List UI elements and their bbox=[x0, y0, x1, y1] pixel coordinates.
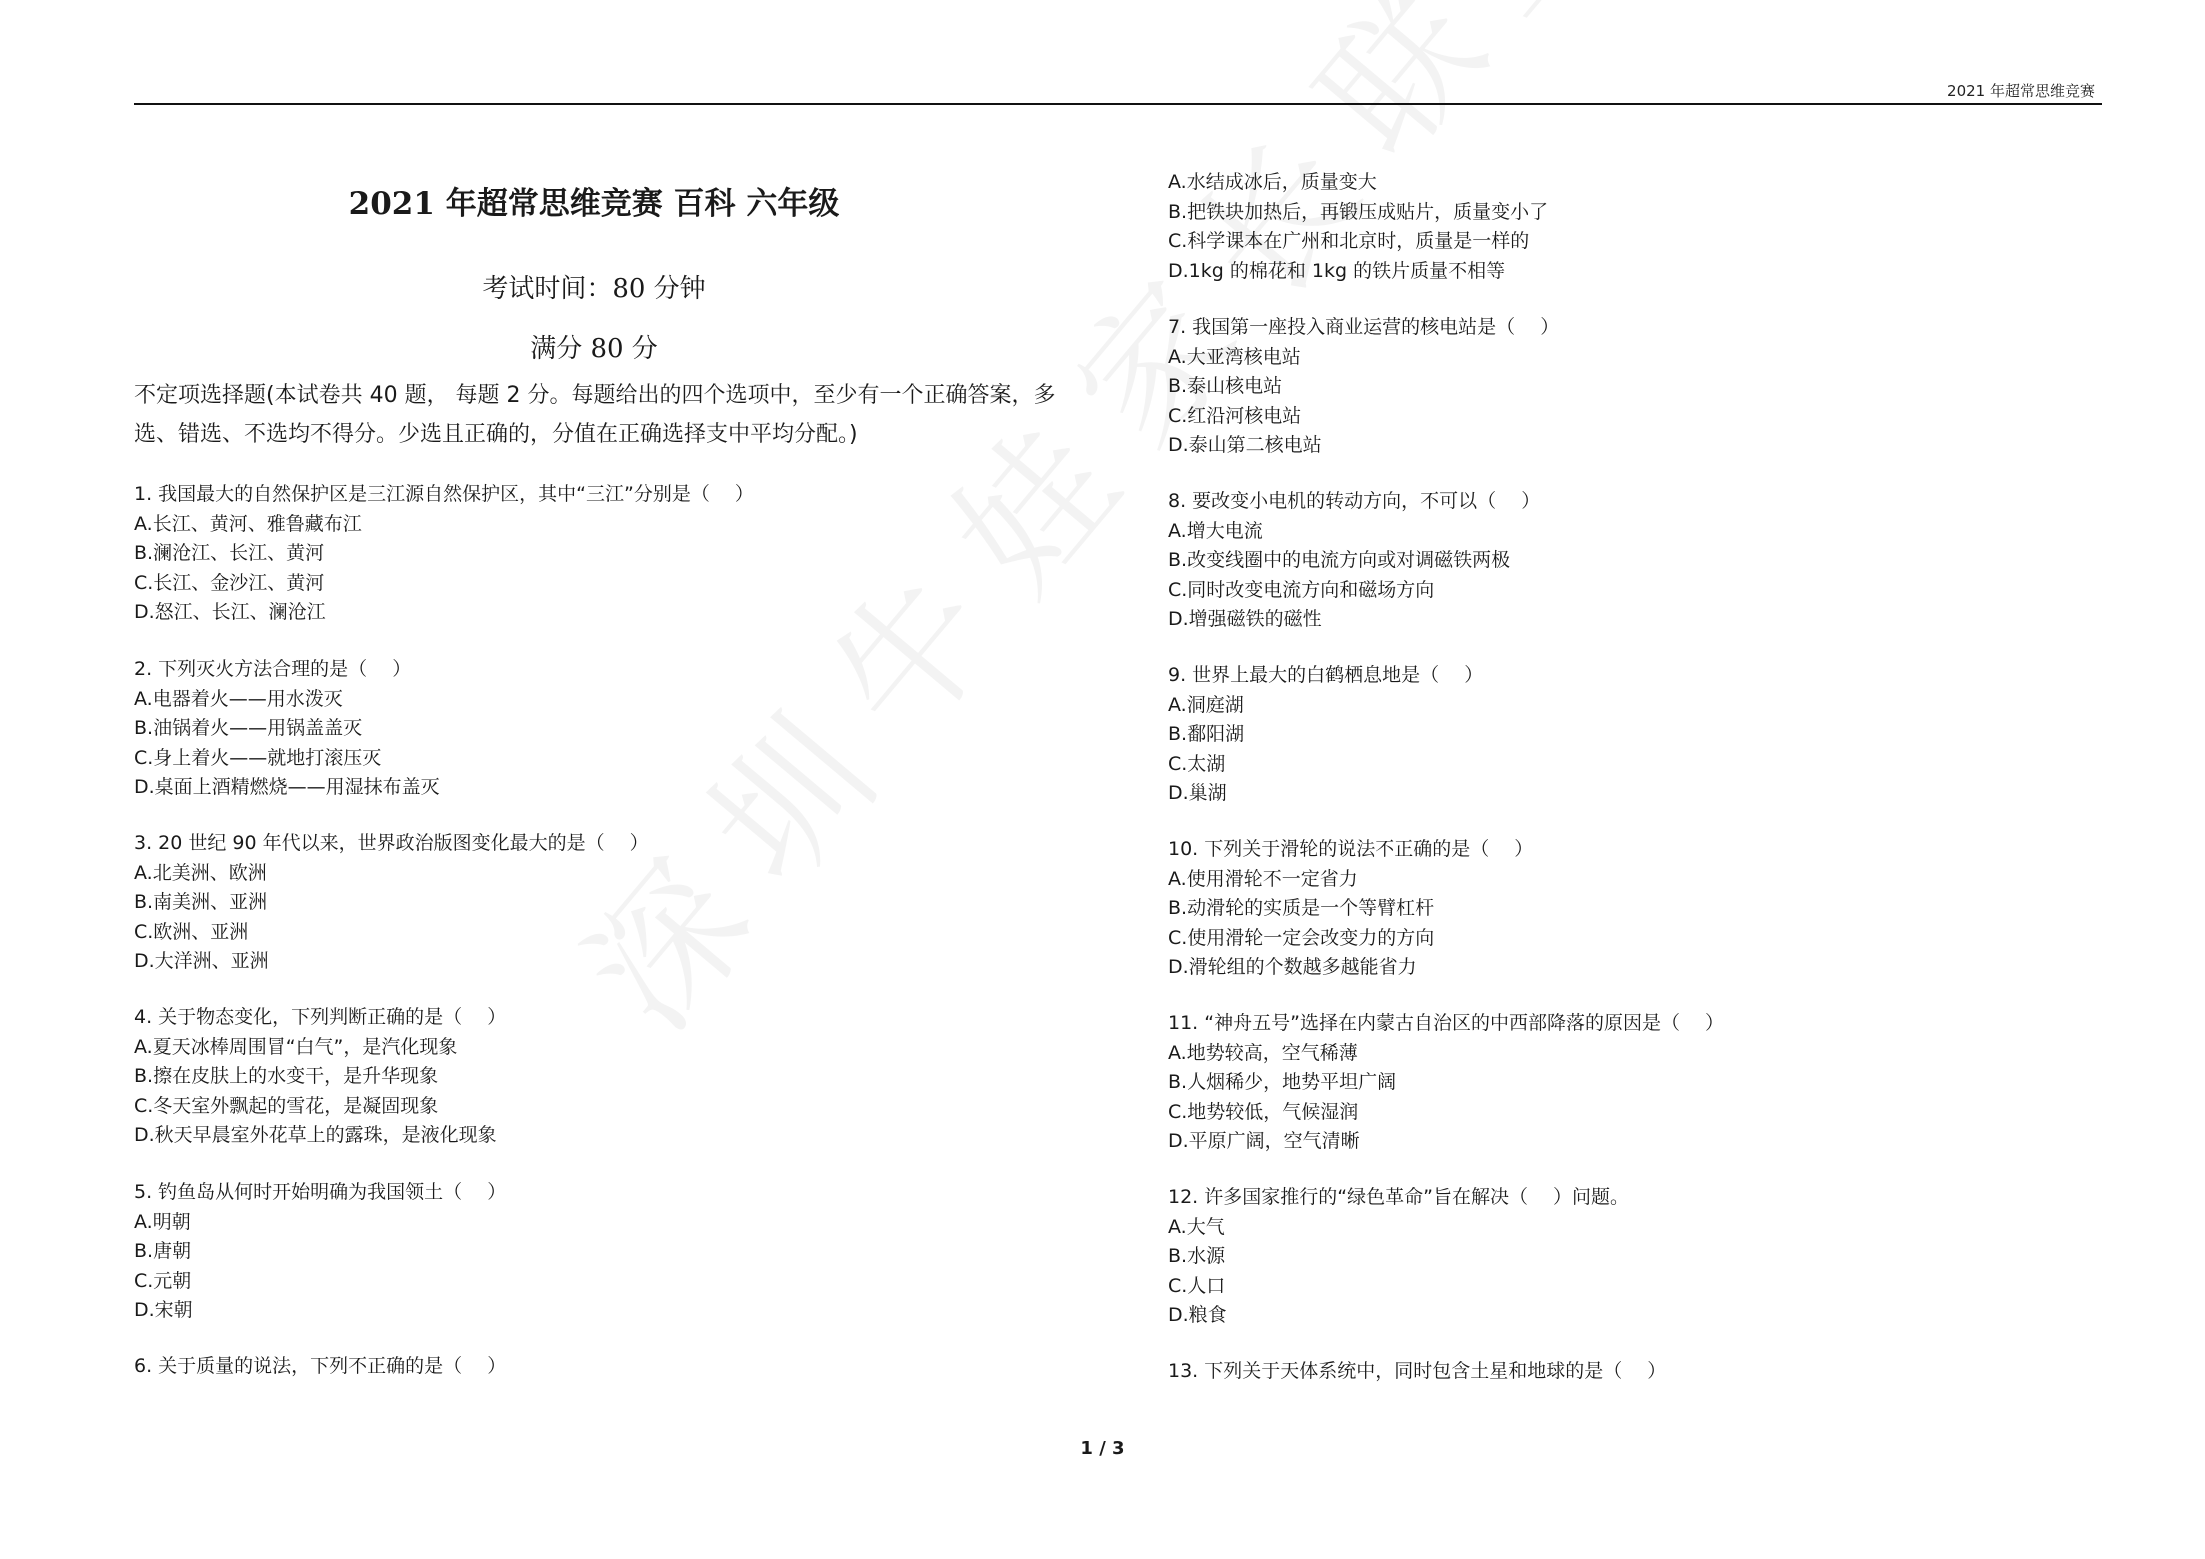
option: D.宋朝 bbox=[134, 1299, 193, 1321]
option: A.长江、黄河、雅鲁藏布江 bbox=[134, 512, 362, 535]
question-6-options bbox=[1168, 168, 1548, 286]
option: D.怒江、长江、澜沧江 bbox=[134, 601, 326, 623]
option: D.增强磁铁的磁性 bbox=[1168, 608, 1322, 630]
instructions: 不定项选择题(本试卷共 40 题， 每题 2 分。每题给出的四个选项中，至少有一个正确答案，多选、错选、不选均不得分。少选且正确的，分值在正确选择支中平均分配。) bbox=[134, 383, 1056, 447]
page-number: 1 / 3 bbox=[1080, 1438, 1125, 1459]
option: B.擦在皮肤上的水变干，是升华现象 bbox=[134, 1065, 439, 1087]
option: A.北美洲、欧洲 bbox=[134, 861, 267, 884]
question-stem: 2. 下列灭火方法合理的是（ ） bbox=[134, 658, 412, 680]
option: D.大洋洲、亚洲 bbox=[134, 950, 269, 972]
option: A.增大电流 bbox=[1168, 519, 1263, 542]
option: C.冬天室外飘起的雪花，是凝固现象 bbox=[134, 1094, 439, 1117]
exam-title: 2021 年超常思维竞赛 百科 六年级 bbox=[348, 186, 840, 222]
option: C.红沿河核电站 bbox=[1168, 404, 1302, 427]
option: B.泰山核电站 bbox=[1168, 375, 1283, 397]
option: B.南美洲、亚洲 bbox=[134, 891, 268, 913]
question-stem: 8. 要改变小电机的转动方向，不可以（ ） bbox=[1168, 490, 1541, 512]
question-stem: 12. 许多国家推行的“绿色革命”旨在解决（ ）问题。 bbox=[1168, 1186, 1629, 1208]
option: D.桌面上酒精燃烧——用湿抹布盖灭 bbox=[134, 776, 440, 798]
option: A.地势较高，空气稀薄 bbox=[1168, 1041, 1358, 1064]
option: D.巢湖 bbox=[1168, 782, 1227, 804]
question-stem: 5. 钓鱼岛从何时开始明确为我国领土（ ） bbox=[134, 1181, 507, 1203]
question-8 bbox=[1168, 487, 1540, 635]
question-2 bbox=[134, 655, 440, 803]
question-7 bbox=[1168, 313, 1559, 461]
question-13 bbox=[1168, 1357, 1666, 1387]
question-stem: 1. 我国最大的自然保护区是三江源自然保护区，其中“三江”分别是（ ） bbox=[134, 483, 754, 505]
question-10 bbox=[1168, 835, 1533, 983]
option: B.澜沧江、长江、黄河 bbox=[134, 542, 325, 564]
option: D.粮食 bbox=[1168, 1304, 1227, 1326]
question-1 bbox=[134, 480, 754, 628]
option: C.身上着火——就地打滚压灭 bbox=[134, 746, 382, 769]
question-stem: 3. 20 世纪 90 年代以来，世界政治版图变化最大的是（ ） bbox=[134, 832, 649, 854]
question-stem: 13. 下列关于天体系统中，同时包含土星和地球的是（ ） bbox=[1168, 1360, 1667, 1382]
question-9 bbox=[1168, 661, 1483, 809]
option: B.油锅着火——用锅盖盖灭 bbox=[134, 717, 363, 739]
option: C.欧洲、亚洲 bbox=[134, 920, 249, 943]
option: B.把铁块加热后，再锻压成贴片，质量变小了 bbox=[1168, 200, 1549, 223]
option: C.太湖 bbox=[1168, 752, 1226, 775]
option: D.滑轮组的个数越多越能省力 bbox=[1168, 956, 1417, 978]
header-title: 2021 年超常思维竞赛 bbox=[1947, 82, 2095, 100]
option: C.科学课本在广州和北京时，质量是一样的 bbox=[1168, 230, 1530, 252]
option: C.使用滑轮一定会改变力的方向 bbox=[1168, 926, 1435, 949]
option: B.动滑轮的实质是一个等臂杠杆 bbox=[1168, 897, 1435, 919]
question-stem: 6. 关于质量的说法，下列不正确的是（ ） bbox=[134, 1355, 507, 1377]
option: B.鄱阳湖 bbox=[1168, 723, 1245, 745]
option: B.人烟稀少，地势平坦广阔 bbox=[1168, 1071, 1397, 1093]
question-6 bbox=[134, 1352, 506, 1382]
option: D.1kg 的棉花和 1kg 的铁片质量不相等 bbox=[1168, 259, 1506, 282]
question-stem: 10. 下列关于滑轮的说法不正确的是（ ） bbox=[1168, 838, 1534, 860]
option: A.使用滑轮不一定省力 bbox=[1168, 867, 1358, 890]
question-12 bbox=[1168, 1183, 1629, 1331]
option: B.唐朝 bbox=[134, 1240, 192, 1262]
question-stem: 9. 世界上最大的白鹤栖息地是（ ） bbox=[1168, 664, 1484, 686]
option: D.泰山第二核电站 bbox=[1168, 434, 1322, 456]
option: A.洞庭湖 bbox=[1168, 693, 1244, 716]
option: C.长江、金沙江、黄河 bbox=[134, 571, 325, 594]
option: A.大亚湾核电站 bbox=[1168, 345, 1301, 368]
full-score: 满分 80 分 bbox=[530, 334, 658, 364]
option: C.人口 bbox=[1168, 1274, 1226, 1297]
option: B.水源 bbox=[1168, 1245, 1226, 1267]
exam-time: 考试时间：80 分钟 bbox=[482, 274, 706, 304]
option: A.大气 bbox=[1168, 1215, 1225, 1238]
question-stem: 7. 我国第一座投入商业运营的核电站是（ ） bbox=[1168, 316, 1560, 338]
option: A.水结成冰后，质量变大 bbox=[1168, 171, 1377, 193]
option: D.平原广阔，空气清晰 bbox=[1168, 1130, 1360, 1152]
option: C.地势较低，气候湿润 bbox=[1168, 1100, 1359, 1123]
option: B.改变线圈中的电流方向或对调磁铁两极 bbox=[1168, 549, 1511, 571]
question-stem: 4. 关于物态变化，下列判断正确的是（ ） bbox=[134, 1006, 507, 1028]
question-4 bbox=[134, 1003, 506, 1151]
question-stem: 11. “神舟五号”选择在内蒙古自治区的中西部降落的原因是（ ） bbox=[1168, 1012, 1724, 1034]
question-11 bbox=[1168, 1009, 1724, 1157]
option: A.明朝 bbox=[134, 1210, 191, 1233]
option: A.电器着火——用水泼灭 bbox=[134, 687, 343, 710]
option: C.同时改变电流方向和磁场方向 bbox=[1168, 578, 1435, 601]
option: D.秋天早晨室外花草上的露珠，是液化现象 bbox=[134, 1124, 497, 1146]
option: C.元朝 bbox=[134, 1269, 192, 1292]
header-divider bbox=[134, 103, 2102, 105]
question-5 bbox=[134, 1178, 506, 1326]
option: A.夏天冰棒周围冒“白气”，是汽化现象 bbox=[134, 1035, 458, 1058]
question-3 bbox=[134, 829, 649, 977]
